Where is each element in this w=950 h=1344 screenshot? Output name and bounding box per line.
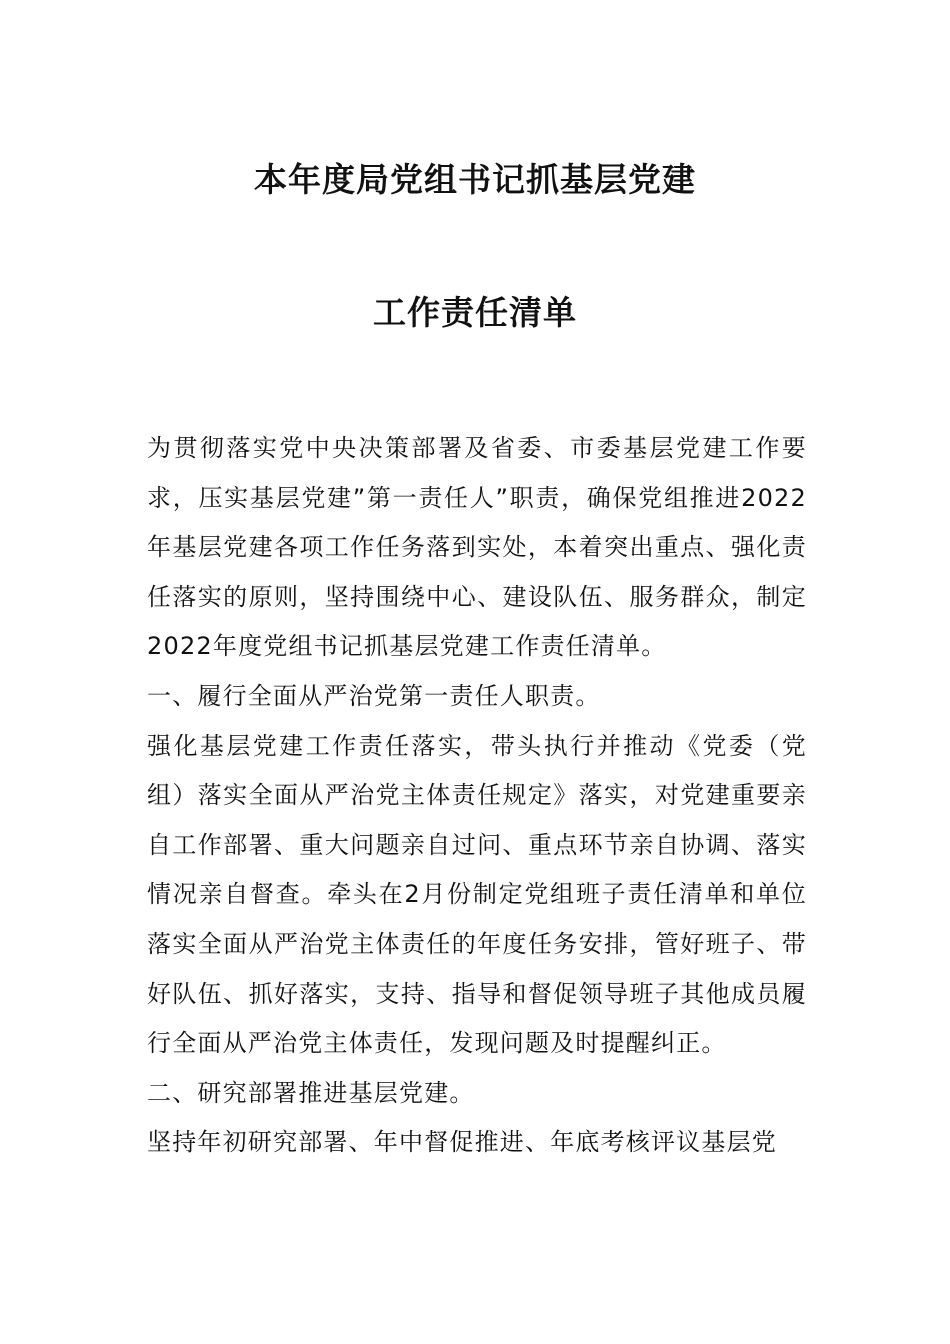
section-1-paragraph: 强化基层党建工作责任落实，带头执行并推动《党委（党组）落实全面从严治党主体责任规定》落实，对党建重要亲自工作部署、重大问题亲自过问、重点环节亲自协调、落实情况亲自督查。牵头在2月份制定党组班子责任清单和单位落实全面从严治党主体责任的年度任务安排，管好班子、带好队伍、抓好落实，支持、指导和督促领导班子其他成员履行全面从严治党主体责任，发现问题及时提醒纠正。 [147,731,807,1058]
section-heading-2: 二、研究部署推进基层党建。 [147,1078,475,1107]
intro-paragraph: 为贯彻落实党中央决策部署及省委、市委基层党建工作要求，压实基层党建”第一责任人”职责，确保党组推进2022年基层党建各项工作任务落到实处，本着突出重点、强化责任落实的原则，坚持围绕中心、建设队伍、服务群众，制定2022年度党组书记抓基层党建工作责任清单。 [147,434,807,661]
section-2-paragraph: 坚持年初研究部署、年中督促推进、年底考核评议基层党 [147,1128,777,1157]
document-title-line2: 工作责任清单 [373,293,577,332]
document-body [147,424,807,1168]
document-title-line1: 本年度局党组书记抓基层党建 [254,160,696,199]
section-heading-1: 一、履行全面从严治党第一责任人职责。 [147,681,601,710]
